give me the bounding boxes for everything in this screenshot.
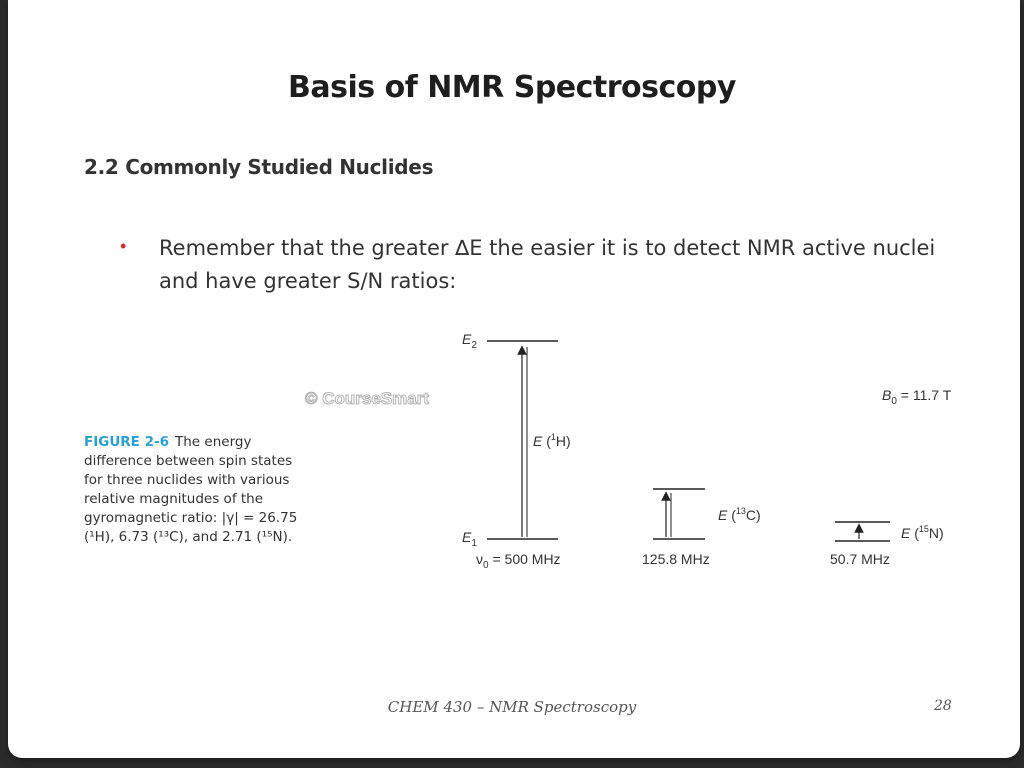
figure-label: FIGURE 2-6 bbox=[84, 434, 169, 450]
figure-caption bbox=[84, 433, 308, 547]
n15-energy-label: E ($^{15}$N) bbox=[901, 524, 944, 541]
slide-title: Basis of NMR Spectroscopy bbox=[288, 70, 736, 105]
e2-label: $E_2$ bbox=[462, 331, 477, 351]
footer-course-title: CHEM 430 – NMR Spectroscopy bbox=[387, 698, 637, 716]
page-number: 28 bbox=[934, 698, 952, 714]
slide-background bbox=[8, 0, 1020, 758]
h1-frequency-label: $\nu_0 = 500$ MHz bbox=[476, 551, 561, 571]
section-subheading: 2.2 Commonly Studied Nuclides bbox=[84, 155, 434, 179]
h1-energy-label: E ($^1$H) bbox=[533, 432, 571, 449]
e1-label: $E_1$ bbox=[462, 529, 477, 549]
bullet-marker: • bbox=[120, 236, 127, 256]
watermark-text: © CourseSmart bbox=[305, 389, 430, 408]
c13-energy-label: E ($^{13}$C) bbox=[718, 506, 761, 523]
c13-frequency-label: 125.8 MHz bbox=[642, 551, 710, 567]
bullet-text: Remember that the greater ∆E the easier it is to detect NMR active nuclei and have greater S/N ratios: bbox=[159, 236, 936, 293]
figure-caption-text: The energy difference between spin states for three nuclides with various relative magnitudes of the gyromagnetic ratio: |γ| = 26.75 (¹H), 6.73 (¹³C), and 2.71 (¹⁵N). bbox=[84, 434, 298, 545]
n15-frequency-label: 50.7 MHz bbox=[830, 551, 890, 567]
b0-label: $B_0 = 11.7$ T bbox=[882, 387, 952, 407]
